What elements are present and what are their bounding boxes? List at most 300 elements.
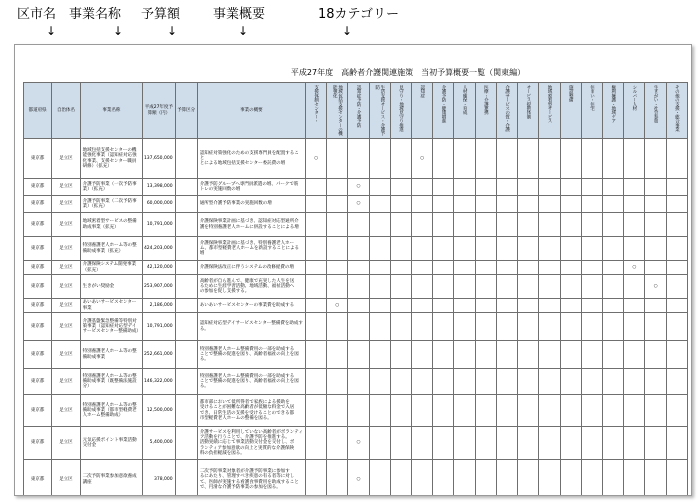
city-cell: 足立区 — [52, 261, 80, 275]
budget-cell: 424,203,000 — [143, 237, 175, 261]
project-name-cell: 特別養護老人ホーム等の整備助成事業（既整備法施設分） — [80, 369, 143, 395]
category-mark-cell — [454, 395, 475, 427]
category-mark-cell — [390, 179, 411, 196]
category-mark-cell — [305, 213, 326, 237]
category-mark-cell — [433, 427, 454, 460]
category-mark-cell — [412, 179, 433, 196]
budget-category-cell — [175, 313, 197, 341]
category-mark-cell — [412, 261, 433, 275]
category-mark-cell — [496, 460, 517, 497]
category-mark-cell — [369, 299, 390, 313]
category-mark-cell — [348, 313, 369, 341]
table-row — [24, 369, 688, 395]
category-mark-cell — [518, 427, 539, 460]
budget-table — [23, 82, 688, 496]
category-mark-cell — [603, 237, 624, 261]
category-column-header: 生活支援サービス・介護予防 — [369, 83, 390, 139]
prefecture-cell: 東京都 — [24, 275, 52, 299]
budget-category-cell — [175, 341, 197, 369]
category-mark-cell — [581, 369, 602, 395]
category-mark-cell — [581, 427, 602, 460]
category-column-header: 支援体制センター・ — [305, 83, 326, 139]
category-mark-cell — [475, 460, 496, 497]
category-mark-cell — [518, 341, 539, 369]
annotation-label-categories: 18カテゴリー — [318, 7, 400, 22]
budget-category-cell — [175, 460, 197, 497]
budget-category-cell — [175, 427, 197, 460]
category-mark-cell — [369, 261, 390, 275]
category-mark-cell — [581, 275, 602, 299]
category-mark-cell — [518, 196, 539, 213]
category-mark-cell — [539, 460, 560, 497]
category-mark-cell — [603, 139, 624, 179]
category-mark-cell — [454, 213, 475, 237]
category-column-header: 認知症 — [412, 83, 433, 139]
category-column-header: 住まい・住宅 — [581, 83, 602, 139]
category-mark-cell — [581, 237, 602, 261]
category-mark-cell — [603, 196, 624, 213]
category-mark-cell — [666, 299, 687, 313]
category-mark-cell — [305, 237, 326, 261]
budget-category-cell — [175, 237, 197, 261]
category-mark-cell — [305, 275, 326, 299]
category-mark-cell — [645, 369, 666, 395]
category-mark-cell — [454, 196, 475, 213]
arrow-down-icon: ↓ — [46, 24, 57, 38]
category-mark-cell — [645, 139, 666, 179]
category-mark-cell — [433, 341, 454, 369]
category-mark-cell: ○ — [348, 427, 369, 460]
category-mark-cell — [454, 237, 475, 261]
category-mark-cell — [645, 427, 666, 460]
project-name-cell: 特別養護老人ホーム等の整備助成事業（都市型軽費老人ホーム整備助成） — [80, 395, 143, 427]
category-mark-cell: ○ — [348, 179, 369, 196]
category-mark-cell — [539, 299, 560, 313]
category-mark-cell — [645, 196, 666, 213]
category-mark-cell — [581, 261, 602, 275]
overview-cell: 通所型介護予防事業の実施回数の増 — [197, 196, 305, 213]
category-mark-cell — [390, 275, 411, 299]
category-column-header: 地域包括支援センターの機能強化 — [327, 83, 348, 139]
prefecture-cell: 東京都 — [24, 213, 52, 237]
overview-cell: 認知症対応型デイサービスセンター整備費を助成する。 — [197, 313, 305, 341]
category-mark-cell — [666, 460, 687, 497]
category-mark-cell — [496, 313, 517, 341]
category-mark-cell — [539, 261, 560, 275]
category-mark-cell — [369, 395, 390, 427]
table-row — [24, 213, 688, 237]
category-column-header: 生きがい・社会参加 — [645, 83, 666, 139]
category-mark-cell — [496, 237, 517, 261]
budget-cell: 137,650,000 — [143, 139, 175, 179]
category-mark-cell — [412, 427, 433, 460]
category-mark-cell — [433, 460, 454, 497]
column-header: 平成27年度予算額（円） — [143, 83, 175, 139]
category-mark-cell — [560, 395, 581, 427]
prefecture-cell: 東京都 — [24, 341, 52, 369]
prefecture-cell: 東京都 — [24, 261, 52, 275]
table-row — [24, 179, 688, 196]
category-mark-cell — [433, 299, 454, 313]
category-mark-cell — [496, 213, 517, 237]
category-mark-cell — [496, 299, 517, 313]
category-mark-cell — [369, 196, 390, 213]
overview-cell: 高齢者が自ら進んで、健康で充実した人生を送 るために生涯学習活動、地域活動、福祉活動へ の参加を促し支援する。 — [197, 275, 305, 299]
category-mark-cell — [666, 313, 687, 341]
category-mark-cell — [475, 237, 496, 261]
category-mark-cell — [581, 299, 602, 313]
category-mark-cell — [433, 395, 454, 427]
category-column-header: 認知症予防・介護予防 — [348, 83, 369, 139]
category-column-header: 医療・介護連携 — [475, 83, 496, 139]
category-mark-cell — [390, 213, 411, 237]
project-name-cell: 二次予防事業参加意欲養成講座 — [80, 460, 143, 497]
category-mark-cell — [327, 237, 348, 261]
category-mark-cell — [539, 275, 560, 299]
category-mark-cell — [475, 213, 496, 237]
category-mark-cell — [539, 313, 560, 341]
column-header: 予算区分 — [175, 83, 197, 139]
category-mark-cell — [305, 299, 326, 313]
category-mark-cell — [560, 196, 581, 213]
category-mark-cell — [603, 395, 624, 427]
prefecture-cell: 東京都 — [24, 313, 52, 341]
category-mark-cell — [624, 395, 645, 427]
category-mark-cell — [624, 139, 645, 179]
category-mark-cell — [327, 261, 348, 275]
annotation-label-overview: 事業概要 — [213, 7, 266, 22]
budget-cell: 13,398,000 — [143, 179, 175, 196]
category-mark-cell — [454, 427, 475, 460]
category-mark-cell — [475, 196, 496, 213]
category-mark-cell — [390, 460, 411, 497]
category-mark-cell — [496, 369, 517, 395]
category-mark-cell — [560, 213, 581, 237]
category-mark-cell — [624, 196, 645, 213]
category-mark-cell — [369, 313, 390, 341]
category-mark-cell — [369, 369, 390, 395]
category-mark-cell — [327, 460, 348, 497]
category-mark-cell — [581, 395, 602, 427]
category-mark-cell — [560, 460, 581, 497]
category-mark-cell — [348, 139, 369, 179]
category-column-header: 権利擁護・地域ケア — [603, 83, 624, 139]
category-column-header: シルバー人材 — [624, 83, 645, 139]
category-mark-cell — [390, 369, 411, 395]
budget-cell: 42,120,000 — [143, 261, 175, 275]
category-mark-cell — [581, 341, 602, 369]
overview-cell: 介護保険法改正に伴うシステムの改修経費の増 — [197, 261, 305, 275]
category-mark-cell — [412, 369, 433, 395]
category-mark-cell: ○ — [624, 261, 645, 275]
category-mark-cell — [327, 179, 348, 196]
arrow-down-icon: ↓ — [238, 24, 249, 38]
category-mark-cell — [624, 275, 645, 299]
category-mark-cell — [518, 275, 539, 299]
category-mark-cell — [581, 139, 602, 179]
category-mark-cell — [327, 275, 348, 299]
category-mark-cell — [348, 369, 369, 395]
category-mark-cell — [390, 237, 411, 261]
category-mark-cell — [369, 213, 390, 237]
category-mark-cell — [496, 395, 517, 427]
category-mark-cell — [518, 237, 539, 261]
category-mark-cell — [348, 395, 369, 427]
category-mark-cell — [327, 313, 348, 341]
category-mark-cell — [305, 341, 326, 369]
category-mark-cell — [390, 139, 411, 179]
table-row — [24, 261, 688, 275]
prefecture-cell: 東京都 — [24, 196, 52, 213]
category-mark-cell — [390, 313, 411, 341]
table-header-row — [24, 83, 688, 139]
category-mark-cell — [475, 275, 496, 299]
category-mark-cell — [624, 299, 645, 313]
category-mark-cell — [305, 427, 326, 460]
category-mark-cell — [305, 196, 326, 213]
category-mark-cell — [518, 179, 539, 196]
category-mark-cell — [560, 369, 581, 395]
category-mark-cell — [603, 179, 624, 196]
city-cell: 足立区 — [52, 196, 80, 213]
prefecture-cell: 東京都 — [24, 369, 52, 395]
budget-cell: 378,000 — [143, 460, 175, 497]
category-mark-cell — [412, 341, 433, 369]
category-column-header: 介護サービスの質・介護 — [496, 83, 517, 139]
category-mark-cell — [475, 341, 496, 369]
overview-cell: 介護予防グループへ専門員派遣の増、パークで筋 トレの実施回数の増 — [197, 179, 305, 196]
category-column-header: 介護予防・健康増進 — [433, 83, 454, 139]
table-row — [24, 237, 688, 261]
category-mark-cell — [390, 427, 411, 460]
category-mark-cell — [603, 261, 624, 275]
budget-category-cell — [175, 179, 197, 196]
category-mark-cell — [496, 341, 517, 369]
category-mark-cell — [603, 427, 624, 460]
project-name-cell: 生きがい奨励金 — [80, 275, 143, 299]
overview-cell: 介護サービスを利用していない高齢者がボランティ ア活動を行うことで、介護予防を推進する。 活動実績に応じて事業活動交付金を交付し、ボ ランティア参加意欲の向上と実質的な介護保険 料の負担軽減を図る。 — [197, 427, 305, 460]
city-cell: 足立区 — [52, 460, 80, 497]
table-row — [24, 139, 688, 179]
category-column-header: その他の支援・総合事業 — [666, 83, 687, 139]
category-mark-cell — [454, 313, 475, 341]
city-cell: 足立区 — [52, 313, 80, 341]
category-mark-cell — [475, 179, 496, 196]
category-mark-cell — [348, 275, 369, 299]
category-mark-cell — [433, 261, 454, 275]
category-mark-cell — [327, 341, 348, 369]
project-name-cell: 介護予防事業（二次予防事業）（拡充） — [80, 196, 143, 213]
category-mark-cell — [433, 213, 454, 237]
category-mark-cell — [496, 275, 517, 299]
budget-category-cell — [175, 196, 197, 213]
budget-cell: 146,322,000 — [143, 369, 175, 395]
category-mark-cell — [624, 460, 645, 497]
budget-cell: 5,400,000 — [143, 427, 175, 460]
category-mark-cell — [327, 427, 348, 460]
city-cell: 足立区 — [52, 179, 80, 196]
category-mark-cell — [412, 313, 433, 341]
category-mark-cell — [666, 275, 687, 299]
prefecture-cell: 東京都 — [24, 395, 52, 427]
table-row — [24, 395, 688, 427]
category-mark-cell — [645, 460, 666, 497]
category-mark-cell — [603, 313, 624, 341]
category-mark-cell — [454, 341, 475, 369]
budget-category-cell — [175, 213, 197, 237]
category-mark-cell: ○ — [348, 196, 369, 213]
category-mark-cell — [496, 179, 517, 196]
city-cell: 足立区 — [52, 299, 80, 313]
category-mark-cell — [603, 341, 624, 369]
category-mark-cell — [454, 369, 475, 395]
category-mark-cell — [518, 139, 539, 179]
project-name-cell: 介護予防事業（一次予防事業）（拡充） — [80, 179, 143, 196]
table-row — [24, 341, 688, 369]
column-header: 都道府県 — [24, 83, 52, 139]
category-mark-cell — [433, 369, 454, 395]
prefecture-cell: 東京都 — [24, 179, 52, 196]
category-mark-cell — [412, 237, 433, 261]
category-mark-cell — [581, 196, 602, 213]
category-mark-cell — [496, 139, 517, 179]
category-mark-cell — [624, 313, 645, 341]
category-mark-cell — [518, 369, 539, 395]
prefecture-cell: 東京都 — [24, 427, 52, 460]
category-mark-cell — [454, 275, 475, 299]
category-mark-cell — [539, 213, 560, 237]
category-mark-cell — [496, 196, 517, 213]
category-column-header: 見守り・地域見守り推進 — [390, 83, 411, 139]
budget-cell: 60,000,000 — [143, 196, 175, 213]
category-mark-cell — [475, 299, 496, 313]
category-mark-cell — [412, 395, 433, 427]
category-mark-cell — [666, 213, 687, 237]
project-name-cell: 元気応援ポイント事業活動交付金 — [80, 427, 143, 460]
category-mark-cell — [624, 213, 645, 237]
overview-cell: あいあいサービスセンターの事業費を助成する — [197, 299, 305, 313]
category-mark-cell — [390, 395, 411, 427]
category-mark-cell — [560, 427, 581, 460]
project-name-cell: 介護保険システム開発事業（拡充） — [80, 261, 143, 275]
category-column-header: 施設整備 — [560, 83, 581, 139]
category-mark-cell — [433, 275, 454, 299]
category-mark-cell — [454, 261, 475, 275]
city-cell: 足立区 — [52, 139, 80, 179]
city-cell: 足立区 — [52, 369, 80, 395]
category-mark-cell — [475, 369, 496, 395]
column-header: 事業の概要 — [197, 83, 305, 139]
city-cell: 足立区 — [52, 427, 80, 460]
category-mark-cell — [390, 341, 411, 369]
category-mark-cell — [305, 395, 326, 427]
category-mark-cell — [454, 460, 475, 497]
category-mark-cell — [496, 261, 517, 275]
category-mark-cell — [390, 299, 411, 313]
category-mark-cell — [412, 275, 433, 299]
category-mark-cell — [348, 261, 369, 275]
category-mark-cell — [433, 237, 454, 261]
overview-cell: 特別養護老人ホーム整備費用の一部を助成する ことで整備の促進を図り、高齢者福祉の向上を図る。 — [197, 369, 305, 395]
category-mark-cell: ○ — [327, 299, 348, 313]
arrow-down-icon: ↓ — [113, 24, 124, 38]
budget-category-cell — [175, 299, 197, 313]
category-mark-cell — [645, 313, 666, 341]
column-header: 自治体名 — [52, 83, 80, 139]
budget-cell: 253,907,000 — [143, 275, 175, 299]
category-mark-cell — [305, 313, 326, 341]
category-mark-cell — [412, 196, 433, 213]
category-mark-cell — [518, 460, 539, 497]
prefecture-cell: 東京都 — [24, 299, 52, 313]
overview-cell: 介護保険事業計画に基づき、認知症対応型通所介 護を特別養護老人ホームに併設することによる増 — [197, 213, 305, 237]
category-mark-cell — [433, 196, 454, 213]
category-mark-cell: ○ — [348, 460, 369, 497]
annotation-label-budget: 予算額 — [141, 7, 181, 22]
category-mark-cell — [645, 179, 666, 196]
category-mark-cell — [454, 139, 475, 179]
category-mark-cell — [539, 196, 560, 213]
category-mark-cell — [539, 369, 560, 395]
category-mark-cell — [454, 179, 475, 196]
category-mark-cell — [603, 369, 624, 395]
category-mark-cell — [305, 261, 326, 275]
city-cell: 足立区 — [52, 213, 80, 237]
category-mark-cell — [666, 427, 687, 460]
category-mark-cell — [560, 299, 581, 313]
category-mark-cell — [433, 139, 454, 179]
category-column-header: 人材確保・育成 — [454, 83, 475, 139]
category-mark-cell — [369, 427, 390, 460]
category-mark-cell — [305, 369, 326, 395]
category-mark-cell — [390, 261, 411, 275]
overview-cell: 特別養護老人ホーム整備費用の一部を助成する ことで整備の促進を図り、高齢者福祉の向上を図る。 — [197, 341, 305, 369]
budget-category-cell — [175, 395, 197, 427]
category-mark-cell — [327, 139, 348, 179]
category-mark-cell — [539, 395, 560, 427]
category-mark-cell — [539, 427, 560, 460]
category-mark-cell — [369, 139, 390, 179]
category-mark-cell — [305, 460, 326, 497]
project-name-cell: 特別養護老人ホーム等の整備助成事業（拡充） — [80, 237, 143, 261]
category-column-header: 地域密着型サービス — [539, 83, 560, 139]
category-column-header: サービス提供体制 — [518, 83, 539, 139]
category-mark-cell — [539, 341, 560, 369]
category-mark-cell — [369, 275, 390, 299]
category-mark-cell — [327, 196, 348, 213]
category-mark-cell — [666, 139, 687, 179]
category-mark-cell — [666, 261, 687, 275]
table-row — [24, 460, 688, 497]
category-mark-cell — [560, 237, 581, 261]
city-cell: 足立区 — [52, 237, 80, 261]
category-mark-cell — [433, 179, 454, 196]
category-mark-cell — [496, 427, 517, 460]
category-mark-cell — [645, 261, 666, 275]
category-mark-cell — [581, 460, 602, 497]
category-mark-cell — [475, 427, 496, 460]
category-mark-cell — [454, 299, 475, 313]
category-mark-cell — [666, 369, 687, 395]
arrow-down-icon: ↓ — [167, 24, 178, 38]
category-mark-cell — [369, 460, 390, 497]
category-mark-cell — [518, 213, 539, 237]
table-row — [24, 299, 688, 313]
category-mark-cell — [645, 213, 666, 237]
prefecture-cell: 東京都 — [24, 139, 52, 179]
category-mark-cell — [327, 369, 348, 395]
category-mark-cell: ○ — [412, 139, 433, 179]
